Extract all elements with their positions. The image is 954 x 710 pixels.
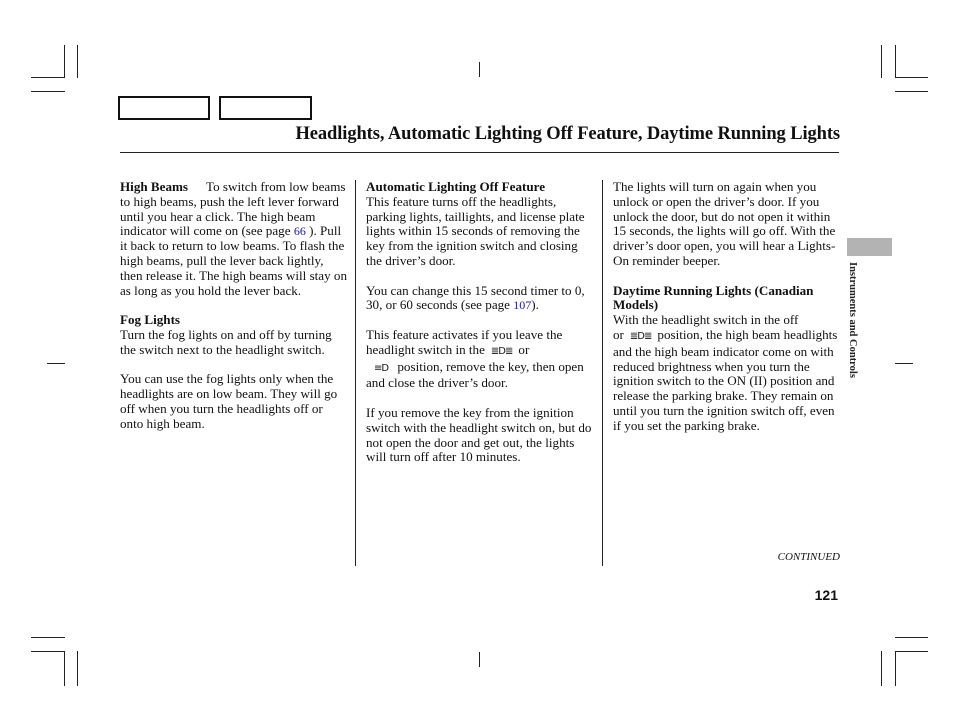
lights-on-again-paragraph: The lights will turn on again when you unlock or open the driver’s door. If you unlock the door, but do not open it within 15 seconds, the lights will go off. With the driver’s door open, you will hear a Lights-On reminder beeper. [613, 179, 836, 268]
high-beams-text: To switch from low beams to high beams, push the left lever forward until you hear a click. The high beam indicator will come on (see page [120, 179, 346, 239]
column-1 [120, 180, 348, 446]
timer-text: You can change this 15 second timer to 0, 30, or 60 seconds (see page [366, 282, 585, 313]
drl-heading: Daytime Running Lights (Canadian Models) [613, 282, 814, 313]
activate-text-cont: position, remove the key, then open and close the driver’s door. [366, 358, 584, 391]
remove-key-paragraph: If you remove the key from the ignition switch with the headlight switch on, but do not open the door and get out, the lights will turn off after 10 minutes. [366, 404, 592, 465]
activate-or: or [518, 341, 530, 357]
page-title: Headlights, Automatic Lighting Off Feature, Daytime Running Lights [295, 124, 840, 144]
page-link-66[interactable]: 66 [293, 224, 306, 239]
auto-off-paragraph [366, 180, 594, 269]
high-beams-heading: High Beams [120, 179, 189, 194]
timer-paragraph [366, 284, 594, 314]
drl-text-cont: position, the high beam headlights and the high beam indicator come on with reduced brightness when you turn the ignition switch to the ON (II) position and release the parking brake. They remain on until you turn the ignition switch off, even if you set the parking brake. [613, 326, 838, 433]
high-beams-text-cont: ). Pull it back to return to low beams. To flash the high beams, pull the lever back lightly, then release it. The high beams will stay on as long as you hold the lever back. [120, 223, 348, 298]
timer-text-end: ). [531, 297, 539, 313]
header-box-1 [118, 96, 210, 120]
column-2 [366, 180, 594, 480]
column-3 [613, 180, 841, 448]
continued-label: CONTINUED [777, 551, 840, 563]
header-box-2 [219, 96, 312, 120]
column-divider-2 [602, 180, 603, 566]
title-rule [120, 152, 839, 153]
drl-text: With the headlight switch in the off or [613, 312, 799, 342]
section-label [847, 262, 861, 422]
parking-light-icon: ≣D≣ [629, 330, 652, 342]
activate-text: This feature activates if you leave the headlight switch in the [366, 326, 563, 357]
headlight-icon: ≡D [374, 362, 389, 374]
section-label-text: Instruments and Controls [847, 262, 858, 378]
column-divider-1 [355, 180, 356, 566]
parking-light-icon: ≣D≣ [490, 345, 513, 357]
page-number: 121 [814, 587, 838, 603]
fog-lights-paragraph [120, 313, 348, 357]
activate-paragraph [366, 328, 594, 391]
drl-paragraph [613, 284, 841, 434]
fog-lights-heading: Fog Lights [120, 312, 181, 328]
section-tab [847, 238, 892, 256]
fog-lights-low-beam-paragraph: You can use the fog lights only when the headlights are on low beam. They will go off when you turn the headlights off or onto high beam. [120, 371, 338, 431]
page-link-107[interactable]: 107 [513, 298, 532, 313]
high-beams-paragraph [120, 180, 348, 298]
auto-off-text: This feature turns off the headlights, parking lights, taillights, and license plate lights within 15 seconds of removing the key from the ignition switch and closing the driver’s door. [366, 193, 585, 268]
fog-lights-text: Turn the fog lights on and off by turning the switch next to the headlight switch. [120, 326, 332, 357]
auto-off-heading: Automatic Lighting Off Feature [366, 179, 546, 194]
